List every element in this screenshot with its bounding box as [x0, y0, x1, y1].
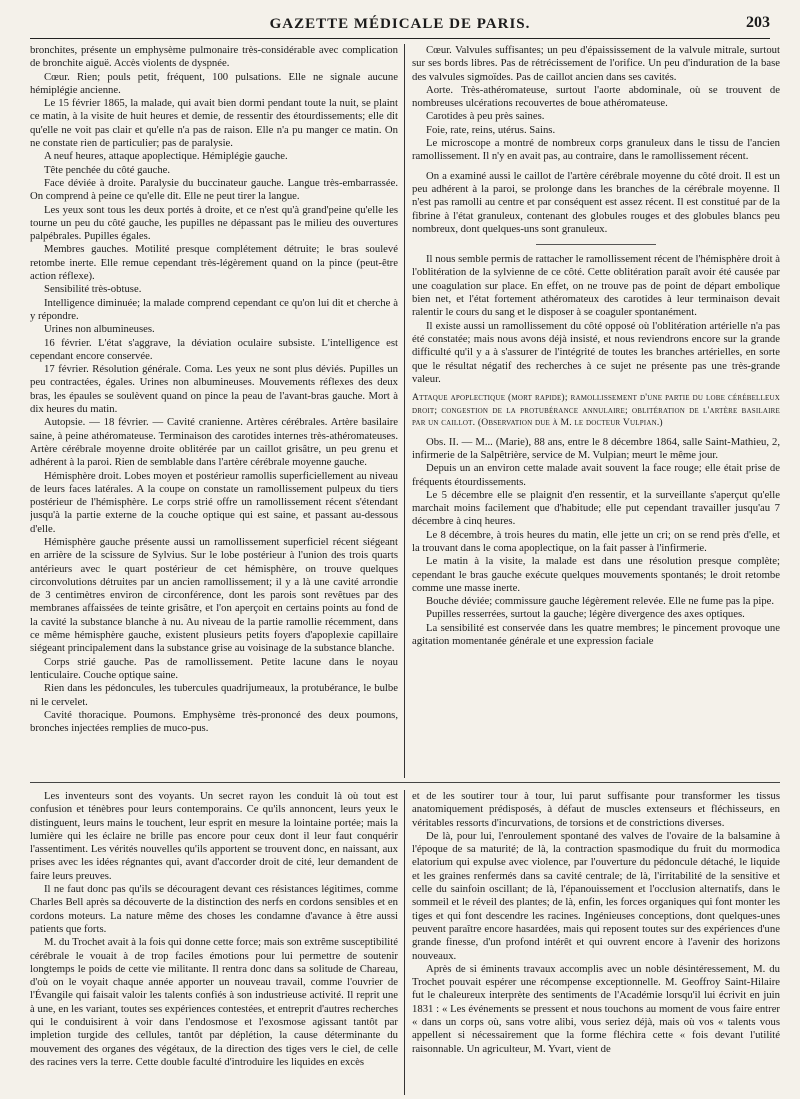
paragraph: M. du Trochet avait à la fois qui donne cette force; mais son extrême susceptibilité cérébrale le vouait à de trop faciles émotions pour lui permettre de soutenir longtemps le poids de cette vie militante. Il rentra donc dans sa solitude de Chareau, d'où on le voyait chaque année apporter un nouveau travail, comme l'ouvrier de l'Évangile qui faisait valoir les talents confiés à son industrieuse activité. Il reprit une à une, en les variant, toutes ses expériences contestées, et entreprit d'autres recherches qui le conduisirent à voir dans l'endosmose et l'exosmose agissant tantôt par impletion turgide des cellules, tantôt par déplétion, la cause déterminante du mouvement des organes des végétaux, de la direction des tiges vers le ciel, de celle des racines vers la terre. Cette double faculté d'introduire les liquides en excès — [30, 936, 398, 1068]
paragraph: Urines non albumineuses. — [44, 323, 155, 336]
paragraph: Cœur. Valvules suffisantes; un peu d'épaississement de la valvule mitrale, surtout sur ses bords libres. Pas de rétrécissement de l'orifice. Un peu d'induration de la base des valvules sigmoïdes. Pas de caillot ancien dans ses cavités. — [412, 44, 780, 83]
paragraph: Autopsie. — 18 février. — Cavité cranienne. Artères cérébrales. Artère basilaire saine, à peine athéromateuse. Terminaison des carotides internes très-athéromateuses. Artère cérébrale moyenne droite oblitérée par un caillot grisâtre, un peu grenu et adhérent à la paroi. Rien de semblable dans l'artère cérébrale moyenne gauche. — [30, 416, 398, 469]
paragraph: bronchites, présente un emphysème pulmonaire très-considérable avec complication de bronchite aiguë. Accès violents de dyspnée. — [30, 44, 398, 70]
page-header — [30, 10, 770, 39]
paragraph: Les inventeurs sont des voyants. Un secret rayon les conduit là où tout est confusion et ténèbres pour leurs contemporains. Ce qu'ils annoncent, leurs yeux le distinguent, leurs mains le touchent, leur esprit en mesure la lointaine portée; mais la lumière qui les éclaire ne brille pas encore pour ceux dont il leur faut conquérir l'assentiment. Les vérités nouvelles qu'ils apportent se trouvent donc, en naissant, aux prises avec les idées régnantes qui, avant d'accorder droit de cité, leur demandent de faire leurs preuves. — [30, 790, 398, 882]
paragraph: Le 15 février 1865, la malade, qui avait bien dormi pendant toute la nuit, se plaint ce matin, à la visite de huit heures et demie, de ressentir des étourdissements; elle dit qu'elle ne voit pas clair et qu'elle n'a pas de raison. Elle n'a pu manger ce matin. On ne constate rien de particulier; pas de paralysie. — [30, 97, 398, 150]
paragraph: Après de si éminents travaux accomplis avec un noble désintéressement, M. du Trochet pouvait espérer une récompense exceptionnelle. M. Geoffroy Saint-Hilaire fut le chaleureux interprète des sentiments de l'Académie lorsqu'il lui écrivit en juin 1831 : « Les événements se pressent et nous touchons au moment de vous faire entrer « dans un corps où, sans votre alibi, vous seriez déjà, mais où vos « talents vous appellent si nécessairement que la forme fléchira cette « fois devant l'utilité raisonnable. Un agriculteur, M. Yvart, vient de — [412, 962, 780, 1055]
top-left-column — [30, 44, 398, 778]
column-divider — [404, 790, 405, 1095]
paragraph: Corps strié gauche. Pas de ramollissement. Petite lacune dans le noyau lenticulaire. Couche optique saine. — [30, 655, 398, 681]
paragraph: et de les soutirer tour à tour, lui parut suffisante pour transformer les tissus anatomiquement prédisposés, à défaut de muscles extenseurs et fléchisseurs, en véritables ressorts d'incurvations, de torsions et de constrictions diverses. — [412, 790, 780, 829]
paragraph: Le 8 décembre, à trois heures du matin, elle jette un cri; on se rend près d'elle, et la trouvant dans le coma apoplectique, on la fait passer à l'infirmerie. — [412, 528, 780, 554]
paragraph: De là, pour lui, l'enroulement spontané des valves de l'ovaire de la balsamine à l'époque de sa maturité; de là, la contraction spasmodique du fruit du mormodica elatorium qui expulse avec violence, par l'ouverture du pédoncule détaché, le liquide et les graines renfermés dans sa cavité centrale; de là, l'irritabilité de la sensitive et celle du sainfoin oscillant; de là, l'épanouissement et l'occlusion alternatifs, dans le sommeil et le réveil des plantes; de là, enfin, les forces organiques qui font monter les tiges et qui font descendre les racines. Ingénieuses conceptions, dont quelques-unes peuvent paraître encore hasardées, mais qui reposent toutes sur des expériences d'une grande finesse, d'un profond intérêt et qui ouvrent encore à l'avenir des horizons nouveaux. — [412, 829, 780, 962]
paragraph: Aorte. Très-athéromateuse, surtout l'aorte abdominale, où se trouvent de nombreuses ulcérations recouvertes de boue athéromateuse. — [412, 83, 780, 110]
paragraph: Cavité thoracique. Poumons. Emphysème très-prononcé des deux poumons, bronches injectées remplies de muco-pus. — [30, 708, 398, 735]
paragraph: Foie, rate, reins, utérus. Sains. — [426, 123, 556, 136]
paragraph: Obs. II. — M... (Marie), 88 ans, entre le 8 décembre 1864, salle Saint-Mathieu, 2, infirmerie de la Salpêtrière, service de M. Vulpian; meurt le même jour. — [412, 435, 780, 461]
paragraph: Pupilles resserrées, surtout la gauche; légère divergence des axes optiques. — [426, 608, 745, 621]
column-divider — [404, 44, 405, 778]
top-right-column — [412, 44, 780, 778]
paragraph: 16 février. L'état s'aggrave, la déviation oculaire subsiste. L'intelligence est cependant encore conservée. — [30, 336, 398, 362]
journal-title: GAZETTE MÉDICALE DE PARIS. — [269, 16, 531, 32]
paragraph: 17 février. Résolution générale. Coma. Les yeux ne sont plus déviés. Pupilles un peu contractées, égales. Urines non albumineuses. Mouvements réflexes des deux bras, les épaules se soulèvent quand on pince la peau de l'avant-bras gauche. Mort à dix heures du matin. — [30, 363, 398, 416]
paragraph: Rien dans les pédoncules, les tubercules quadrijumeaux, la protubérance, le bulbe ni le cervelet. — [30, 682, 398, 708]
bottom-right-column — [412, 790, 780, 1095]
page-number: 203 — [746, 14, 770, 31]
paragraph: Il ne faut donc pas qu'ils se découragent devant ces résistances légitimes, comme Charles Bell après sa découverte de la distinction des nerfs en cordons sensibles et en cordons moteurs. La nature même des choses les condamne d'avance à être aussi patients que forts. — [30, 883, 398, 935]
paragraph: A neuf heures, attaque apoplectique. Hémiplégie gauche. — [44, 150, 288, 163]
paragraph: Il existe aussi un ramollissement du côté opposé où l'oblitération artérielle n'a pas été constatée; mais nous avons déjà insisté, et nous reviendrons encore sur la grande difficulté qu'il y a à s'assurer de l'intégrité de toutes les branches artérielles, en sorte que le résultat négatif des recherches à ce sujet ne présente pas une très-grande valeur. — [412, 319, 780, 385]
paragraph: Depuis un an environ cette malade avait souvent la face rouge; elle était prise de fréquents étourdissements. — [412, 462, 780, 488]
paragraph: Intelligence diminuée; la malade comprend cependant ce qu'on lui dit et cherche à y répondre. — [30, 296, 398, 322]
paragraph: Membres gauches. Motilité presque complétement détruite; le bras soulevé retombe inerte. Elle remue cependant très-légèrement quand on la pince (peut-être action réflexe). — [30, 243, 398, 283]
paragraph: Il nous semble permis de rattacher le ramollissement récent de l'hémisphère droit à l'oblitération de la sylvienne de ce côté. Cette oblitération paraît avoir été causée par une coagulation sur place. En effet, on ne trouve pas de point de départ embolique bien net, et l'état fortement athéromateux des carotides à leur terminaison devait ralentir le cours du sang et le disposer à se coaguler spontanément. — [412, 253, 780, 319]
paragraph: Cœur. Rien; pouls petit, fréquent, 100 pulsations. Elle ne signale aucune hémiplégie ancienne. — [30, 70, 398, 96]
section-divider — [30, 782, 780, 783]
paragraph: Face déviée à droite. Paralysie du buccinateur gauche. Langue très-embarrassée. On comprend à peine ce qu'elle dit. Elle ne peut tirer la langue. — [30, 176, 398, 203]
paragraph: Le microscope a montré de nombreux corps granuleux dans le tissu de l'ancien ramollissement. Il n'y en avait pas, au contraire, dans le ramollissement récent. — [412, 137, 780, 163]
paragraph: Tête penchée du côté gauche. — [44, 163, 171, 176]
paragraph: Le 5 décembre elle se plaignit d'en ressentir, et la surveillante s'aperçut qu'elle marchait moins facilement que d'habitude; elle put cependant travailler jusqu'au 7 décembre à cinq heures. — [412, 488, 780, 528]
bottom-left-column — [30, 790, 398, 1095]
paragraph: On a examiné aussi le caillot de l'artère cérébrale moyenne du côté droit. Il est un peu adhérent à la paroi, se prolonge dans les branches de la cérébrale moyenne. Il n'est pas ramolli au centre et par conséquent est assez récent. Il est constitué par de la fibrine à l'état granuleux, contenant des globules rouges et des globules blancs peu nombreux, dont quelques-uns sont granuleux. — [412, 169, 780, 235]
paragraph: Sensibilité très-obtuse. — [44, 283, 142, 296]
paragraph: Hémisphère gauche présente aussi un ramollissement superficiel récent siégeant en arrière de la scissure de Sylvius. Sur le lobe postérieur à l'union des trois quarts antérieurs avec le quart postérieur de cet hémisphère, on trouve quelques circonvolutions détruites par un ancien ramollissement; il y a là une cavité arrondie de 3 centimètres environ de circonférence, dont les parois sont revêtues par des membranes affaissées de teinte grisâtre, et l'on aperçoit en certains points au fond de la cavité la substance blanche à nu. Au niveau de la partie ramollie récemment, dans ce même hémisphère gauche, existent plusieurs petits foyers d'apoplexie capillaire siégeant principalement dans la substance grise au voisinage de la substance blanche. — [30, 535, 398, 655]
paragraph: Carotides à peu près saines. — [426, 110, 545, 123]
observation-title: Attaque apoplectique (mort rapide); ramollissement d'une partie du lobe cérébelleux droit; congestion de la protubérance annulaire; oblitération de l'artère basilaire par un caillot. (Observation due à M. le docteur Vulpian.) — [412, 392, 780, 429]
paragraph: La sensibilité est conservée dans les quatre membres; le pincement provoque une agitation momentanée générale et une expression faciale — [412, 621, 780, 648]
paragraph: Le matin à la visite, la malade est dans une résolution presque complète; cependant le bras gauche exécute quelques mouvements spontanés; le droit retombe comme une masse inerte. — [412, 555, 780, 594]
separator-rule — [536, 244, 656, 245]
paragraph: Bouche déviée; commissure gauche légèrement relevée. Elle ne fume pas la pipe. — [426, 595, 775, 608]
paragraph: Hémisphère droit. Lobes moyen et postérieur ramollis superficiellement au niveau de leurs faces latérales. A la coupe on constate un ramollissement pulpeux du tiers postérieur de l'hémisphère. Le corps strié offre un ramollissement récent s'étendant jusqu'à la partie externe de la couche optique qui est saine, et passant au-dessous d'elle. — [30, 469, 398, 535]
paragraph: Les yeux sont tous les deux portés à droite, et ce n'est qu'à grand'peine qu'elle les tourne un peu du côté gauche, les pupilles ne dépassant pas le milieu des ouvertures palpébrales. Pupilles égales. — [30, 203, 398, 243]
